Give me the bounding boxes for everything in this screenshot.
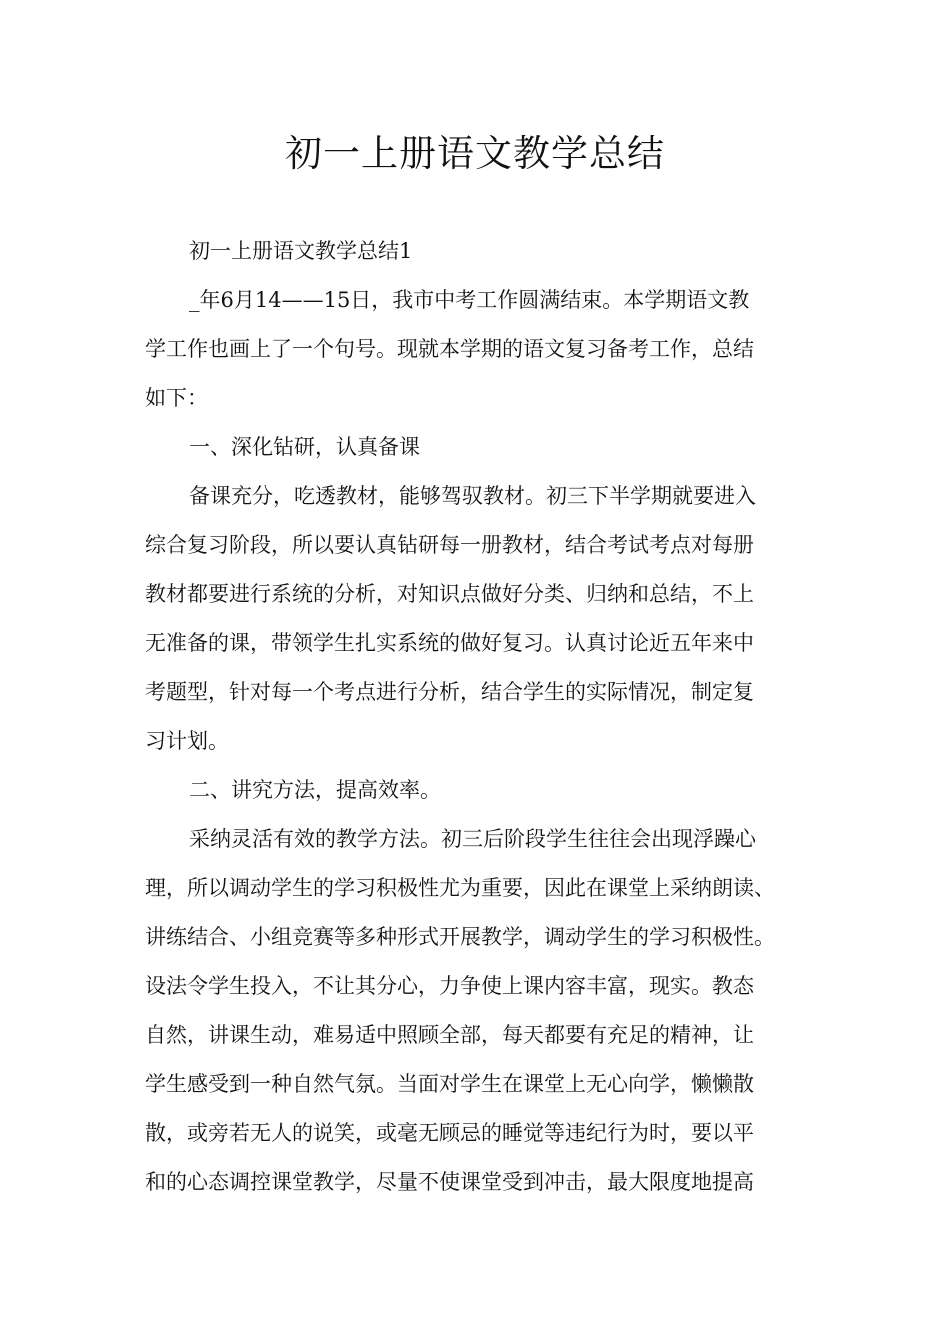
paragraph-line: 备课充分，吃透教材，能够驾驭教材。初三下半学期就要进入 xyxy=(189,484,756,508)
paragraph-line: 采纳灵活有效的教学方法。初三后阶段学生往往会出现浮躁心 xyxy=(189,827,756,851)
paragraph-line: 理，所以调动学生的学习积极性尤为重要，因此在课堂上采纳朗读、 xyxy=(145,876,775,900)
paragraph-line: _年6月14——15日，我市中考工作圆满结束。本学期语文教 xyxy=(189,288,750,312)
paragraph-line: 如下： xyxy=(145,386,208,410)
paragraph-intro xyxy=(145,282,815,418)
document-subtitle: 初一上册语文教学总结1 xyxy=(189,239,413,263)
document-body xyxy=(145,233,815,1202)
paragraph-line: 无准备的课，带领学生扎实系统的做好复习。认真讨论近五年来中 xyxy=(145,631,754,655)
paragraph-preparation xyxy=(145,478,815,761)
paragraph-line: 自然，讲课生动，难易适中照顾全部，每天都要有充足的精神，让 xyxy=(145,1023,754,1047)
paragraph-line: 学工作也画上了一个句号。现就本学期的语文复习备考工作，总结 xyxy=(145,337,754,361)
paragraph-line: 设法令学生投入，不让其分心，力争使上课内容丰富，现实。教态 xyxy=(145,974,754,998)
paragraph-methods xyxy=(145,821,815,1202)
section-heading-1: 一、深化钻研，认真备课 xyxy=(189,435,420,459)
paragraph-line: 学生感受到一种自然气氛。当面对学生在课堂上无心向学，懒懒散 xyxy=(145,1072,754,1096)
paragraph-line: 教材都要进行系统的分析，对知识点做好分类、归纳和总结，不上 xyxy=(145,582,754,606)
section-heading-2: 二、讲究方法，提高效率。 xyxy=(189,778,441,802)
paragraph-line: 散，或旁若无人的说笑，或毫无顾忌的睡觉等违纪行为时，要以平 xyxy=(145,1121,754,1145)
document-title: 初一上册语文教学总结 xyxy=(285,132,665,175)
paragraph-line: 综合复习阶段，所以要认真钻研每一册教材，结合考试考点对每册 xyxy=(145,533,754,557)
paragraph-line: 讲练结合、小组竞赛等多种形式开展教学，调动学生的学习积极性。 xyxy=(145,925,775,949)
paragraph-line: 考题型，针对每一个考点进行分析，结合学生的实际情况，制定复 xyxy=(145,680,754,704)
paragraph-line: 习计划。 xyxy=(145,729,229,753)
paragraph-line: 和的心态调控课堂教学，尽量不使课堂受到冲击，最大限度地提高 xyxy=(145,1170,754,1194)
